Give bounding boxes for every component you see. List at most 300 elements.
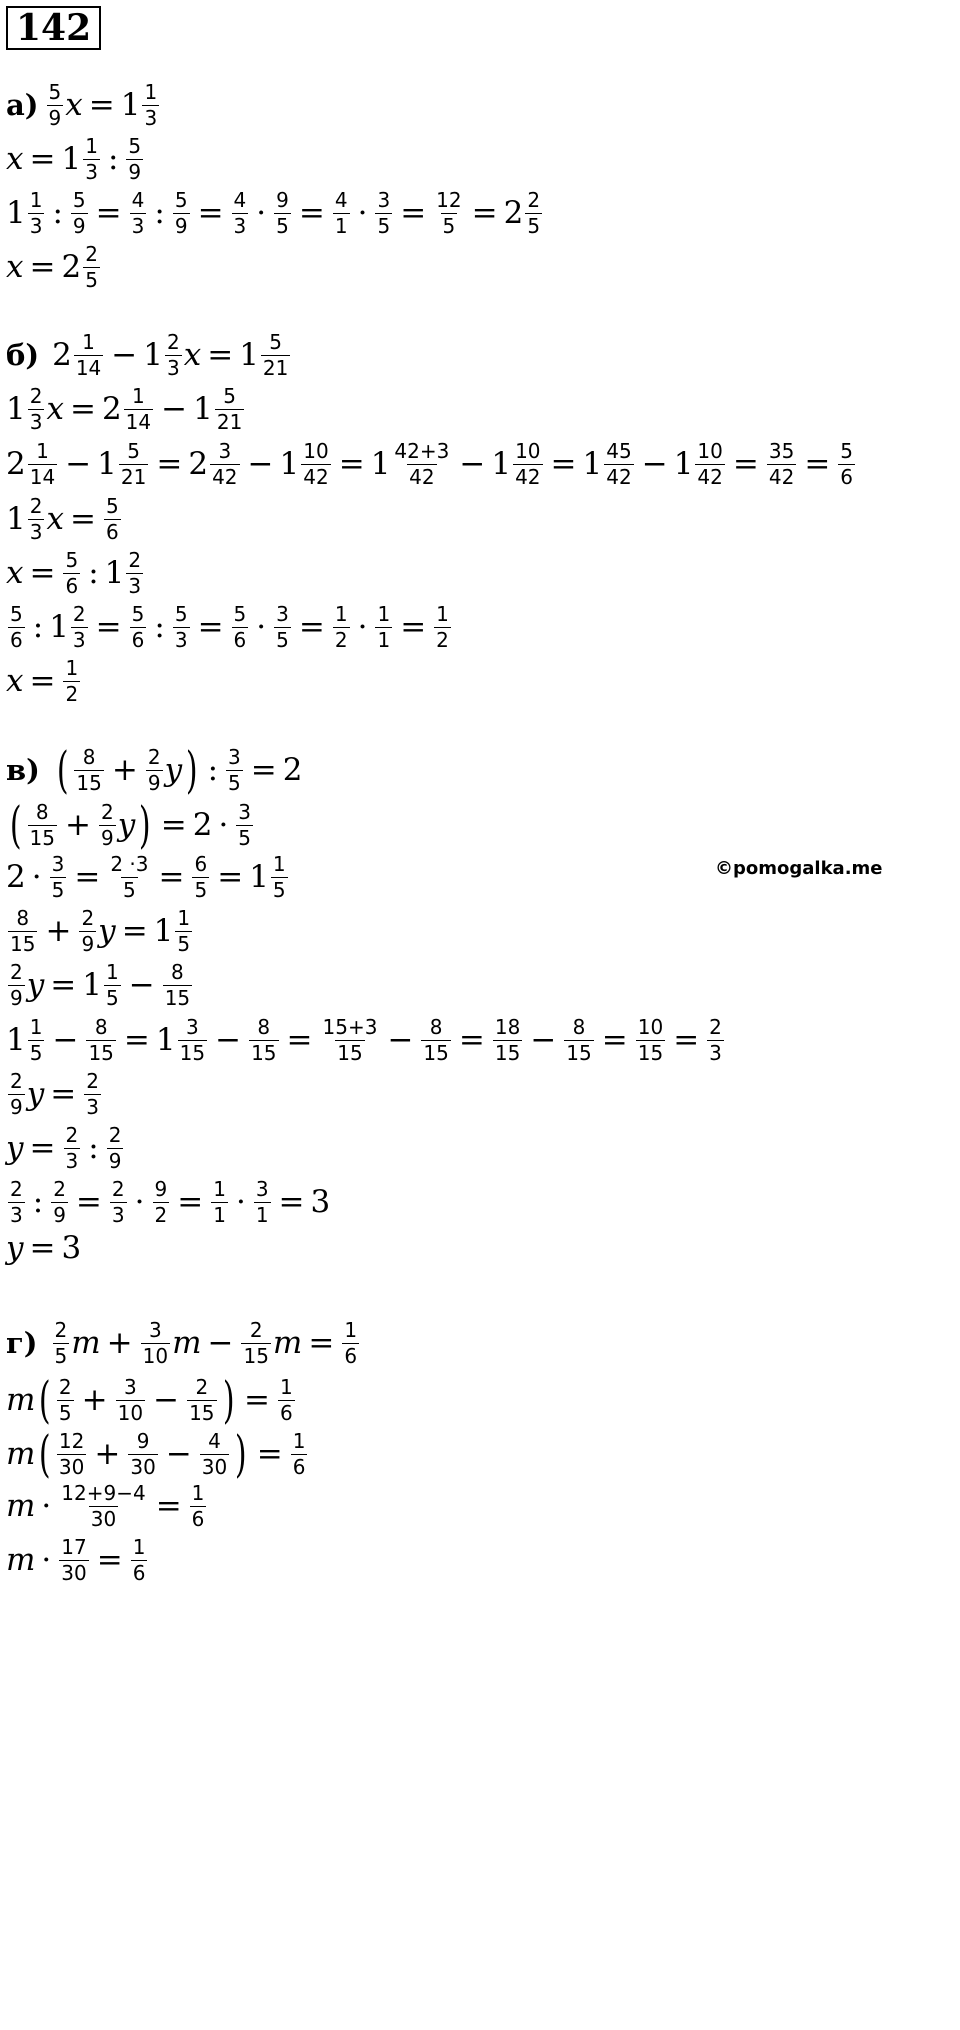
fraction bbox=[375, 190, 392, 237]
denominator: 5 bbox=[85, 268, 98, 292]
operator: = bbox=[400, 195, 427, 231]
fraction bbox=[274, 190, 291, 237]
number: 1 bbox=[6, 391, 26, 427]
numerator: 2 bbox=[72, 602, 86, 626]
fraction bbox=[321, 1017, 380, 1064]
denominator: 3 bbox=[72, 628, 86, 652]
fraction bbox=[142, 82, 159, 129]
operator: = bbox=[278, 1184, 305, 1220]
operator: = bbox=[601, 1022, 628, 1058]
number: 1 bbox=[249, 859, 269, 895]
number: 1 bbox=[6, 1022, 26, 1058]
fraction bbox=[50, 854, 67, 901]
fraction bbox=[28, 496, 45, 543]
fraction bbox=[131, 1537, 148, 1584]
parenthesis: ) bbox=[185, 741, 198, 799]
equation-line bbox=[6, 1230, 82, 1266]
variable: m bbox=[272, 1325, 303, 1361]
numerator: 5 bbox=[174, 188, 188, 212]
numerator: 12+9−4 bbox=[61, 1481, 146, 1505]
numerator: 8 bbox=[35, 799, 49, 824]
fraction bbox=[104, 962, 121, 1009]
denominator: 15 bbox=[10, 932, 36, 956]
denominator: 9 bbox=[72, 214, 86, 238]
parenthesis: ) bbox=[139, 796, 151, 854]
fraction bbox=[84, 1071, 101, 1118]
numerator: 2 bbox=[195, 1374, 209, 1399]
fraction bbox=[28, 1017, 45, 1064]
equation-line bbox=[6, 441, 857, 488]
parenthesis: ) bbox=[222, 1371, 235, 1429]
denominator: 9 bbox=[48, 106, 62, 130]
operator: = bbox=[88, 87, 115, 123]
operator: = bbox=[69, 501, 96, 537]
numerator: 1 bbox=[272, 852, 286, 876]
numerator: 2 bbox=[10, 1177, 23, 1201]
numerator: 1 bbox=[344, 1318, 358, 1342]
denominator: 5 bbox=[377, 214, 391, 238]
fraction bbox=[375, 604, 392, 651]
numerator: 2 bbox=[166, 330, 180, 354]
variable: y bbox=[26, 967, 45, 1003]
operator: + bbox=[81, 1381, 108, 1418]
numerator: 9 bbox=[136, 1428, 150, 1453]
operator: + bbox=[111, 751, 138, 788]
operator: · bbox=[31, 859, 42, 895]
operator: = bbox=[29, 1230, 56, 1266]
operator: = bbox=[804, 446, 831, 482]
operator: : bbox=[154, 195, 165, 231]
variable: m bbox=[71, 1325, 101, 1361]
fraction bbox=[342, 1320, 359, 1367]
denominator: 2 bbox=[154, 1203, 168, 1227]
operator: − bbox=[153, 1381, 180, 1418]
denominator: 3 bbox=[10, 1203, 23, 1227]
denominator: 10 bbox=[117, 1400, 144, 1425]
fraction bbox=[8, 1071, 25, 1118]
fraction bbox=[274, 604, 291, 651]
operator: − bbox=[247, 446, 274, 482]
fraction bbox=[271, 854, 288, 901]
operator: = bbox=[29, 1130, 56, 1166]
denominator: 15 bbox=[637, 1041, 664, 1065]
fraction bbox=[767, 441, 796, 488]
numerator: 2 bbox=[128, 548, 142, 572]
fraction bbox=[200, 1428, 229, 1479]
numerator: 2 bbox=[54, 1318, 68, 1342]
denominator: 15 bbox=[243, 1344, 269, 1368]
denominator: 6 bbox=[840, 465, 854, 489]
denominator: 5 bbox=[123, 878, 136, 902]
denominator: 5 bbox=[54, 1344, 68, 1368]
denominator: 9 bbox=[53, 1203, 66, 1227]
operator: : bbox=[32, 1184, 44, 1220]
number: 2 bbox=[6, 859, 26, 895]
numerator: 12 bbox=[58, 1428, 85, 1453]
denominator: 1 bbox=[377, 628, 391, 652]
numerator: 10 bbox=[303, 439, 329, 463]
fraction bbox=[86, 1017, 115, 1064]
fraction bbox=[190, 1483, 207, 1530]
fraction bbox=[116, 1374, 145, 1425]
denominator: 15 bbox=[29, 825, 55, 850]
denominator: 5 bbox=[228, 770, 241, 795]
fraction bbox=[108, 854, 150, 901]
fraction bbox=[28, 799, 57, 850]
numerator: 2 bbox=[58, 1374, 72, 1399]
equation-line bbox=[6, 658, 82, 705]
operator: · bbox=[357, 609, 368, 645]
numerator: 5 bbox=[65, 548, 79, 572]
fraction bbox=[83, 136, 100, 183]
variable: y bbox=[98, 913, 116, 949]
operator: + bbox=[94, 1435, 121, 1472]
fraction bbox=[178, 1017, 207, 1064]
operator: = bbox=[95, 609, 122, 645]
fraction bbox=[210, 441, 239, 488]
denominator: 15 bbox=[423, 1041, 449, 1065]
number: 1 bbox=[97, 446, 117, 482]
fraction bbox=[241, 1320, 270, 1367]
numerator: 2 bbox=[53, 1177, 66, 1201]
fraction bbox=[57, 1374, 74, 1425]
fraction bbox=[146, 744, 163, 795]
numerator: 4 bbox=[334, 188, 348, 212]
operator: : bbox=[88, 555, 99, 591]
operator: = bbox=[74, 859, 101, 895]
numerator: 5 bbox=[10, 602, 23, 626]
numerator: 1 bbox=[82, 330, 95, 354]
operator: = bbox=[250, 751, 277, 788]
numerator: 6 bbox=[194, 852, 208, 876]
equation-line bbox=[6, 962, 194, 1009]
equation-line bbox=[6, 136, 145, 183]
numerator: 1 bbox=[132, 1535, 146, 1559]
variable: x bbox=[46, 391, 64, 427]
denominator: 5 bbox=[58, 1400, 72, 1425]
variable: y bbox=[6, 1230, 24, 1266]
number: 1 bbox=[155, 1022, 176, 1058]
operator: − bbox=[530, 1022, 557, 1058]
number: 1 bbox=[370, 446, 391, 482]
operator: + bbox=[45, 913, 72, 949]
parenthesis: ( bbox=[9, 796, 22, 854]
numerator: 5 bbox=[48, 80, 62, 104]
denominator: 3 bbox=[86, 1095, 99, 1119]
equation-line bbox=[6, 854, 290, 901]
numerator: 2 bbox=[29, 494, 43, 518]
denominator: 15 bbox=[494, 1041, 521, 1065]
variable: y bbox=[164, 751, 183, 788]
variable: x bbox=[65, 87, 83, 123]
denominator: 5 bbox=[177, 932, 191, 956]
fraction bbox=[636, 1017, 665, 1064]
denominator: 3 bbox=[29, 410, 43, 434]
variable: x bbox=[46, 501, 64, 537]
operator: = bbox=[217, 859, 244, 895]
equation-line bbox=[6, 1179, 330, 1226]
operator: : bbox=[88, 1130, 99, 1166]
denominator: 21 bbox=[262, 356, 289, 380]
fraction bbox=[130, 190, 147, 237]
equation-line bbox=[6, 1483, 208, 1530]
fraction bbox=[71, 604, 88, 651]
number: 1 bbox=[491, 446, 512, 482]
numerator: 1 bbox=[334, 602, 348, 626]
fraction bbox=[165, 332, 182, 379]
denominator: 15 bbox=[88, 1041, 114, 1065]
denominator: 9 bbox=[81, 932, 95, 956]
numerator: 2 bbox=[527, 188, 541, 212]
numerator: 5 bbox=[105, 494, 119, 518]
denominator: 9 bbox=[100, 825, 114, 850]
denominator: 30 bbox=[61, 1561, 87, 1585]
fraction bbox=[126, 136, 143, 183]
denominator: 6 bbox=[132, 1561, 146, 1585]
fraction bbox=[119, 441, 148, 488]
denominator: 42 bbox=[515, 465, 541, 489]
numerator: 1 bbox=[132, 384, 145, 408]
parenthesis: ( bbox=[56, 741, 69, 799]
operator: = bbox=[121, 913, 148, 949]
fraction bbox=[124, 386, 153, 433]
denominator: 5 bbox=[276, 214, 289, 238]
denominator: 6 bbox=[65, 574, 79, 598]
numerator: 8 bbox=[82, 744, 96, 769]
numerator: 2 bbox=[147, 744, 161, 769]
numerator: 3 bbox=[238, 799, 252, 824]
numerator: 1 bbox=[280, 1374, 293, 1399]
equation-line bbox=[6, 1425, 309, 1483]
denominator: 14 bbox=[125, 410, 152, 434]
denominator: 42 bbox=[768, 465, 795, 489]
fraction bbox=[707, 1017, 724, 1064]
denominator: 15 bbox=[251, 1041, 277, 1065]
denominator: 3 bbox=[233, 214, 247, 238]
equation-line bbox=[6, 1320, 361, 1367]
denominator: 3 bbox=[85, 160, 98, 184]
denominator: 30 bbox=[58, 1454, 85, 1479]
fraction bbox=[421, 1017, 450, 1064]
numerator: 3 bbox=[185, 1015, 199, 1039]
operator: = bbox=[50, 967, 77, 1003]
numerator: 5 bbox=[233, 602, 247, 626]
operator: = bbox=[177, 1184, 204, 1220]
number: 1 bbox=[104, 555, 125, 591]
variable: x bbox=[6, 141, 24, 177]
numerator: 8 bbox=[94, 1015, 108, 1039]
operator: : bbox=[52, 195, 63, 231]
numerator: 2 bbox=[10, 1069, 23, 1093]
operator: = bbox=[156, 446, 183, 482]
number: 3 bbox=[61, 1230, 82, 1266]
denominator: 15 bbox=[76, 770, 102, 795]
part-label: б) bbox=[6, 338, 40, 372]
equation-line bbox=[6, 908, 194, 955]
operator: = bbox=[29, 663, 56, 699]
denominator: 5 bbox=[276, 628, 289, 652]
operator: − bbox=[207, 1325, 234, 1361]
denominator: 3 bbox=[174, 628, 188, 652]
operator: + bbox=[106, 1325, 133, 1361]
operator: = bbox=[69, 391, 96, 427]
denominator: 9 bbox=[10, 1095, 23, 1119]
fraction bbox=[153, 1179, 170, 1226]
denominator: 1 bbox=[213, 1203, 226, 1227]
number: 1 bbox=[239, 337, 259, 373]
denominator: 3 bbox=[166, 356, 180, 380]
numerator: 1 bbox=[191, 1481, 205, 1505]
operator: = bbox=[400, 609, 427, 645]
fraction bbox=[301, 441, 330, 488]
numerator: 2 ·3 bbox=[110, 852, 149, 876]
operator: − bbox=[215, 1022, 242, 1058]
numerator: 18 bbox=[494, 1015, 521, 1039]
numerator: 1 bbox=[436, 602, 449, 626]
fraction bbox=[128, 1428, 157, 1479]
number: 1 bbox=[279, 446, 300, 482]
operator: − bbox=[165, 1435, 192, 1472]
fraction bbox=[232, 604, 249, 651]
numerator: 15+3 bbox=[322, 1015, 378, 1039]
fraction bbox=[192, 854, 209, 901]
fraction bbox=[74, 744, 103, 795]
numerator: 12 bbox=[436, 188, 462, 212]
number: 2 bbox=[6, 446, 26, 482]
number: 2 bbox=[282, 751, 303, 788]
denominator: 6 bbox=[105, 520, 119, 544]
numerator: 2 bbox=[249, 1318, 263, 1342]
number: 2 bbox=[101, 391, 122, 427]
operator: · bbox=[256, 609, 267, 645]
numerator: 8 bbox=[257, 1015, 271, 1039]
operator: = bbox=[95, 195, 122, 231]
operator: = bbox=[197, 195, 224, 231]
fraction bbox=[63, 550, 80, 597]
fraction bbox=[130, 604, 147, 651]
number: 1 bbox=[193, 391, 213, 427]
denominator: 42 bbox=[212, 465, 238, 489]
number: 1 bbox=[6, 501, 26, 537]
numerator: 9 bbox=[276, 188, 289, 212]
number: 2 bbox=[503, 195, 524, 231]
equation-line bbox=[6, 496, 123, 543]
fraction bbox=[261, 332, 290, 379]
denominator: 14 bbox=[75, 356, 102, 380]
denominator: 5 bbox=[51, 878, 65, 902]
numerator: 5 bbox=[174, 602, 188, 626]
operator: + bbox=[64, 806, 91, 843]
fraction bbox=[173, 190, 190, 237]
equation-line bbox=[6, 190, 544, 237]
fraction bbox=[695, 441, 724, 488]
numerator: 8 bbox=[171, 960, 184, 984]
denominator: 3 bbox=[144, 106, 158, 130]
variable: m bbox=[6, 1381, 36, 1418]
denominator: 9 bbox=[147, 770, 161, 795]
denominator: 9 bbox=[174, 214, 188, 238]
denominator: 5 bbox=[29, 1041, 43, 1065]
denominator: 9 bbox=[10, 986, 23, 1010]
numerator: 2 bbox=[81, 906, 95, 930]
operator: = bbox=[160, 806, 187, 843]
watermark: ©pomogalka.me bbox=[715, 858, 883, 879]
denominator: 42 bbox=[303, 465, 329, 489]
numerator: 3 bbox=[276, 602, 289, 626]
numerator: 5 bbox=[840, 439, 854, 463]
numerator: 10 bbox=[637, 1015, 664, 1039]
numerator: 9 bbox=[154, 1177, 168, 1201]
denominator: 5 bbox=[272, 878, 286, 902]
operator: − bbox=[459, 446, 486, 482]
operator: · bbox=[134, 1184, 145, 1220]
parenthesis: ( bbox=[39, 1371, 52, 1429]
number: 1 bbox=[673, 446, 694, 482]
number: 1 bbox=[6, 195, 26, 231]
operator: = bbox=[256, 1435, 283, 1472]
fraction bbox=[57, 1428, 86, 1479]
numerator: 5 bbox=[131, 602, 145, 626]
number: 1 bbox=[120, 87, 141, 123]
denominator: 6 bbox=[10, 628, 23, 652]
numerator: 1 bbox=[29, 1015, 43, 1039]
equation-line bbox=[6, 1537, 149, 1584]
numerator: 5 bbox=[269, 330, 283, 354]
operator: = bbox=[50, 1076, 77, 1112]
fraction bbox=[236, 799, 253, 850]
fraction bbox=[232, 190, 249, 237]
equation-line bbox=[6, 1071, 103, 1118]
numerator: 2 bbox=[111, 1177, 125, 1201]
numerator: 1 bbox=[105, 960, 119, 984]
variable: x bbox=[183, 337, 202, 373]
numerator: 2 bbox=[100, 799, 114, 824]
operator: · bbox=[218, 806, 229, 843]
fraction bbox=[175, 908, 192, 955]
denominator: 5 bbox=[194, 878, 208, 902]
number: 2 bbox=[52, 337, 72, 373]
denominator: 30 bbox=[130, 1454, 156, 1479]
variable: x bbox=[6, 249, 24, 285]
denominator: 21 bbox=[120, 465, 147, 489]
fraction bbox=[83, 244, 100, 291]
numerator: 1 bbox=[29, 188, 43, 212]
fraction bbox=[434, 190, 463, 237]
numerator: 5 bbox=[223, 384, 236, 408]
operator: : bbox=[107, 141, 119, 177]
equation-line bbox=[6, 1125, 125, 1172]
operator: = bbox=[207, 337, 234, 373]
fraction bbox=[333, 604, 350, 651]
numerator: 1 bbox=[377, 602, 391, 626]
variable: y bbox=[117, 806, 136, 843]
variable: x bbox=[6, 663, 24, 699]
operator: = bbox=[308, 1325, 335, 1361]
operator: : bbox=[32, 609, 44, 645]
operator: − bbox=[52, 1022, 79, 1058]
parenthesis: ( bbox=[39, 1425, 52, 1483]
operator: = bbox=[550, 446, 577, 482]
operator: − bbox=[111, 337, 138, 373]
equation-line bbox=[6, 741, 303, 799]
operator: = bbox=[338, 446, 365, 482]
operator: · bbox=[256, 195, 267, 231]
numerator: 2 bbox=[65, 1123, 79, 1147]
fraction bbox=[8, 962, 25, 1009]
variable: m bbox=[6, 1435, 36, 1472]
fraction bbox=[110, 1179, 127, 1226]
operator: − bbox=[128, 967, 155, 1003]
